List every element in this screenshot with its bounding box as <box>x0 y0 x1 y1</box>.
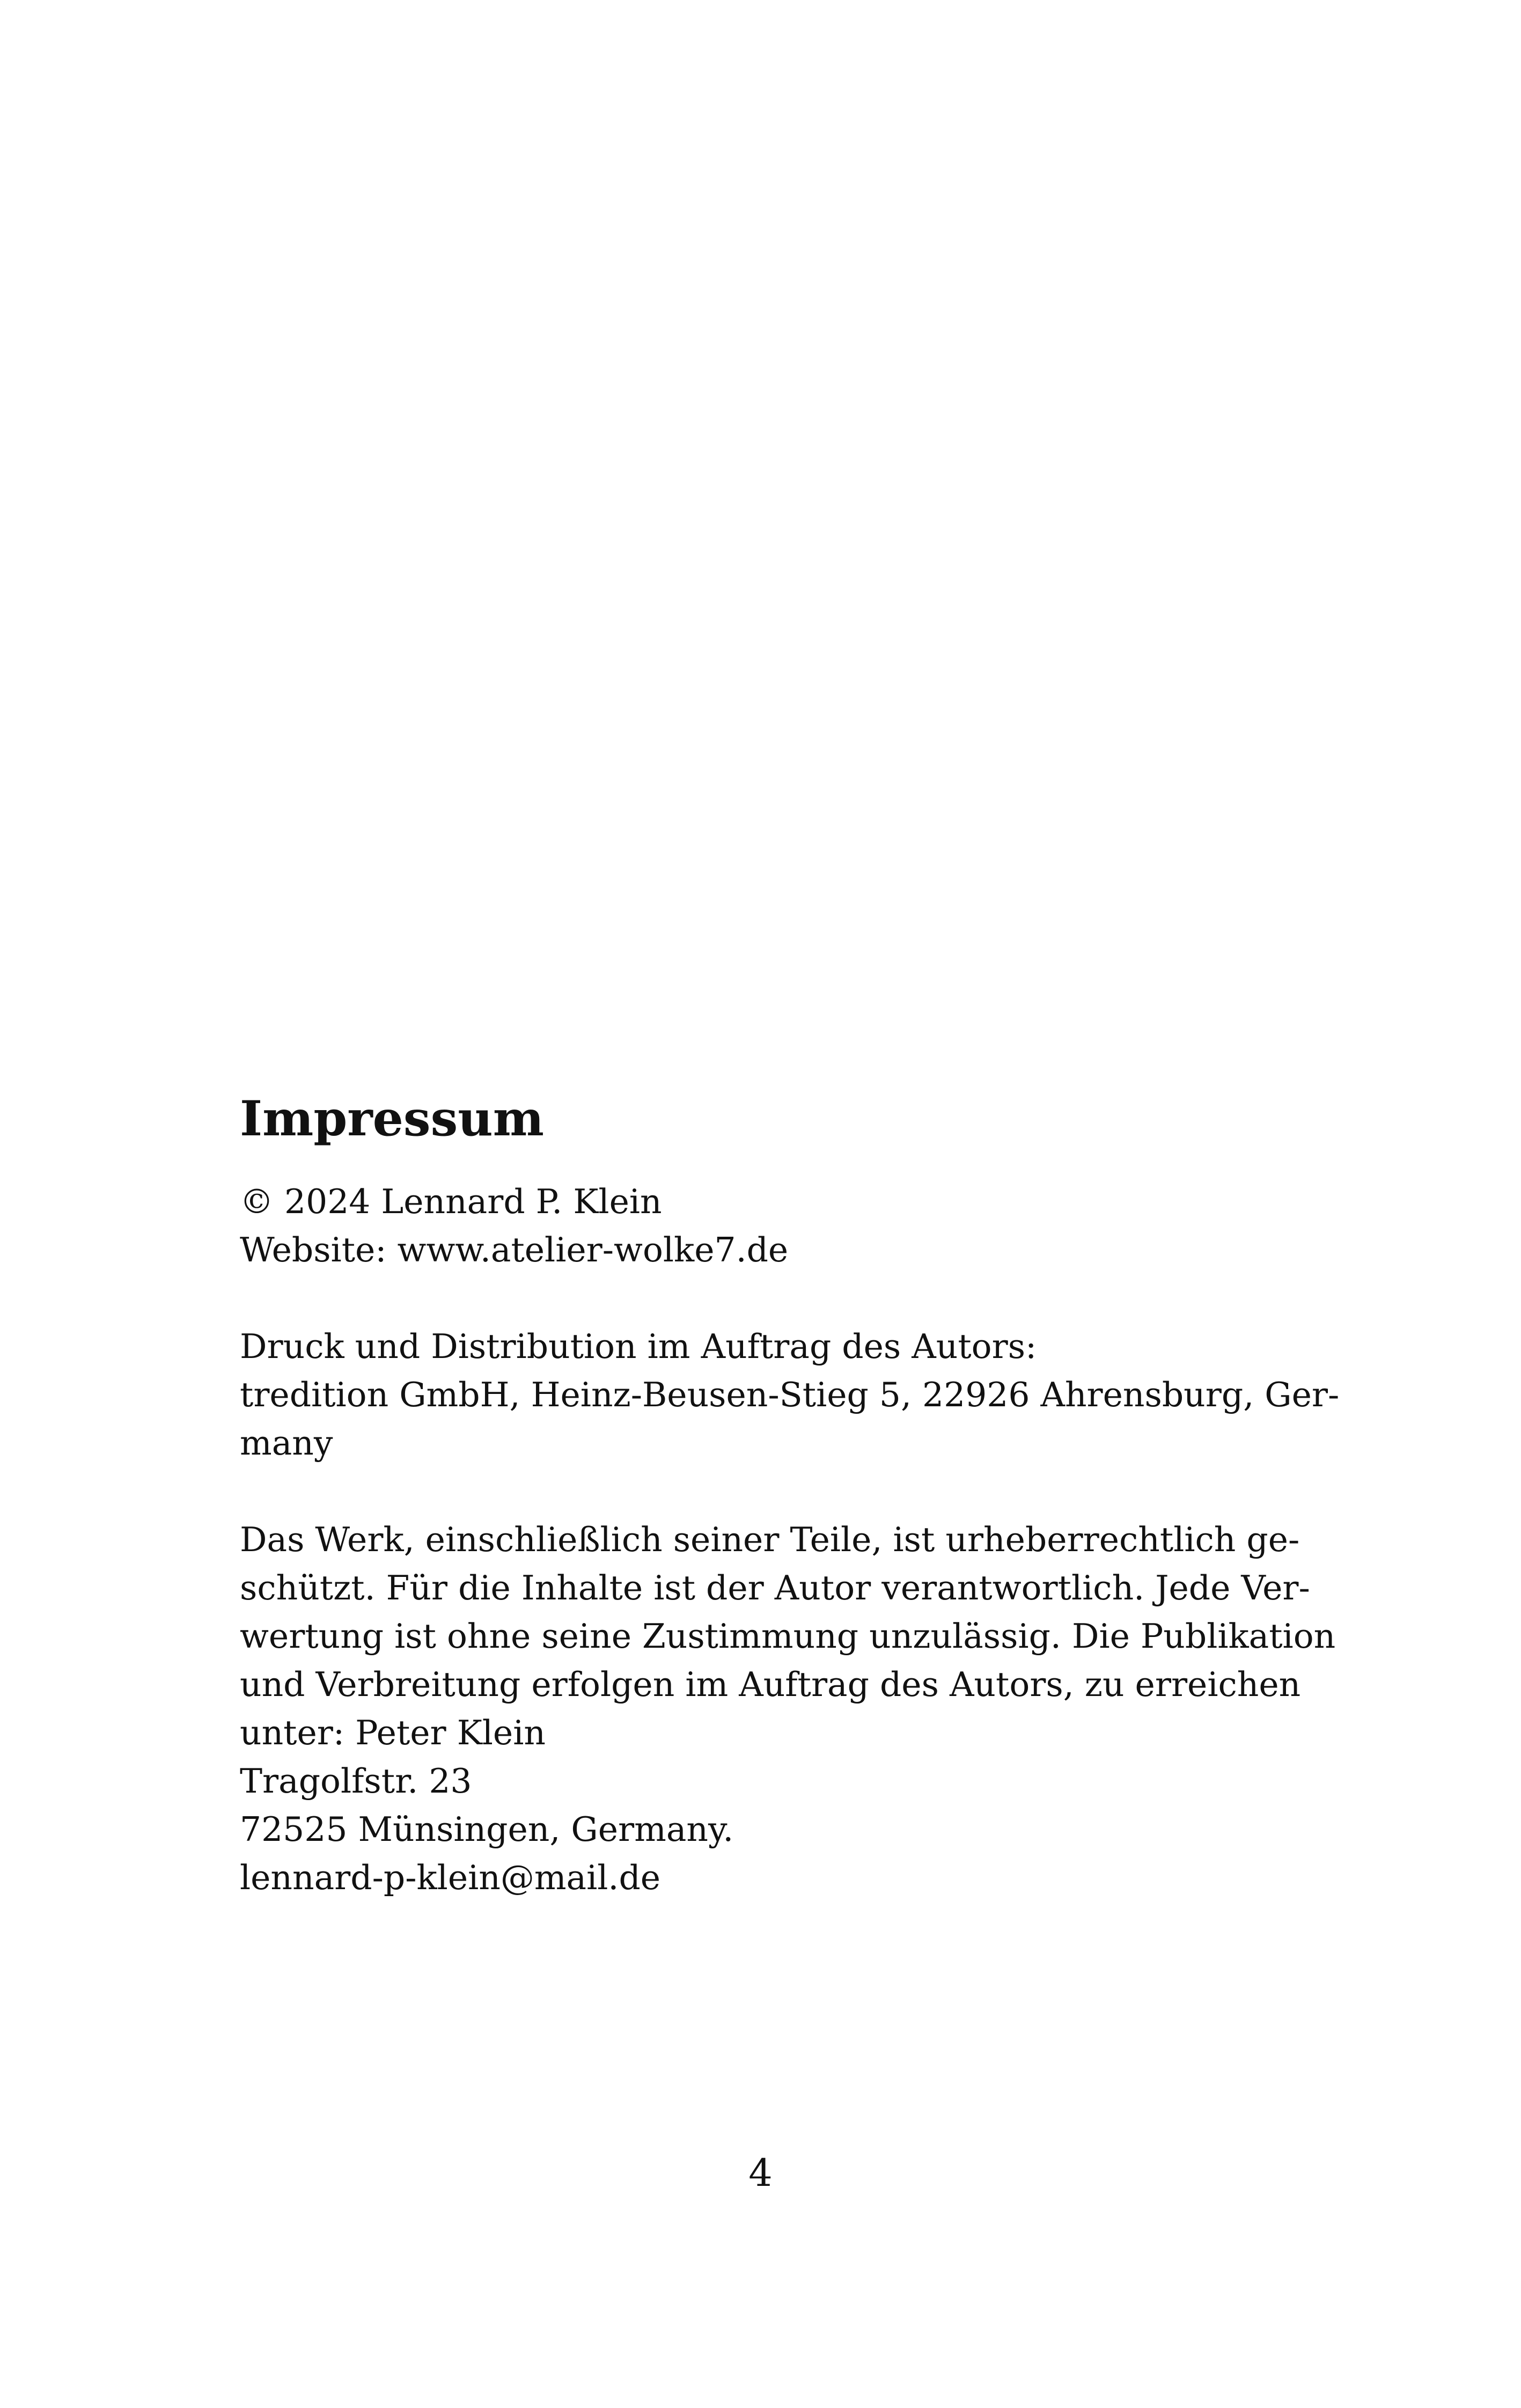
legal-block <box>240 1516 1336 1902</box>
page-title: Impressum <box>240 1090 544 1147</box>
distribution-line-2: tredition GmbH, Heinz-Beusen-Stieg 5, 22926 Ahrensburg, Ger- <box>240 1375 1340 1414</box>
website-line: Website: www.atelier-wolke7.de <box>240 1230 789 1269</box>
copyright-block <box>240 1178 1291 1274</box>
impressum-section <box>240 1086 1340 1902</box>
legal-line-2: schützt. Für die Inhalte ist der Autor verantwortlich. Jede Ver- <box>240 1568 1310 1607</box>
legal-line-1: Das Werk, einschließlich seiner Teile, ist urheberrechtlich ge- <box>240 1520 1300 1559</box>
copyright-line: © 2024 Lennard P. Klein <box>240 1182 662 1221</box>
page-number: 4 <box>748 2151 773 2195</box>
contact-name-line: unter: Peter Klein <box>240 1713 546 1752</box>
distribution-line-1: Druck und Distribution im Auftrag des Autors: <box>240 1327 1037 1366</box>
paragraph-gap <box>240 1274 1291 1323</box>
distribution-line-3: many <box>240 1423 333 1463</box>
distribution-block <box>240 1323 1340 1467</box>
paragraph-gap <box>240 1467 1291 1516</box>
legal-line-3: wertung ist ohne seine Zustimmung unzulässig. Die Publikation <box>240 1617 1336 1656</box>
contact-city-line: 72525 Münsingen, Germany. <box>240 1810 734 1849</box>
contact-email-line: lennard-p-klein@mail.de <box>240 1858 661 1897</box>
contact-street-line: Tragolfstr. 23 <box>240 1761 472 1801</box>
legal-line-4: und Verbreitung erfolgen im Auftrag des Autors, zu erreichen <box>240 1665 1301 1704</box>
